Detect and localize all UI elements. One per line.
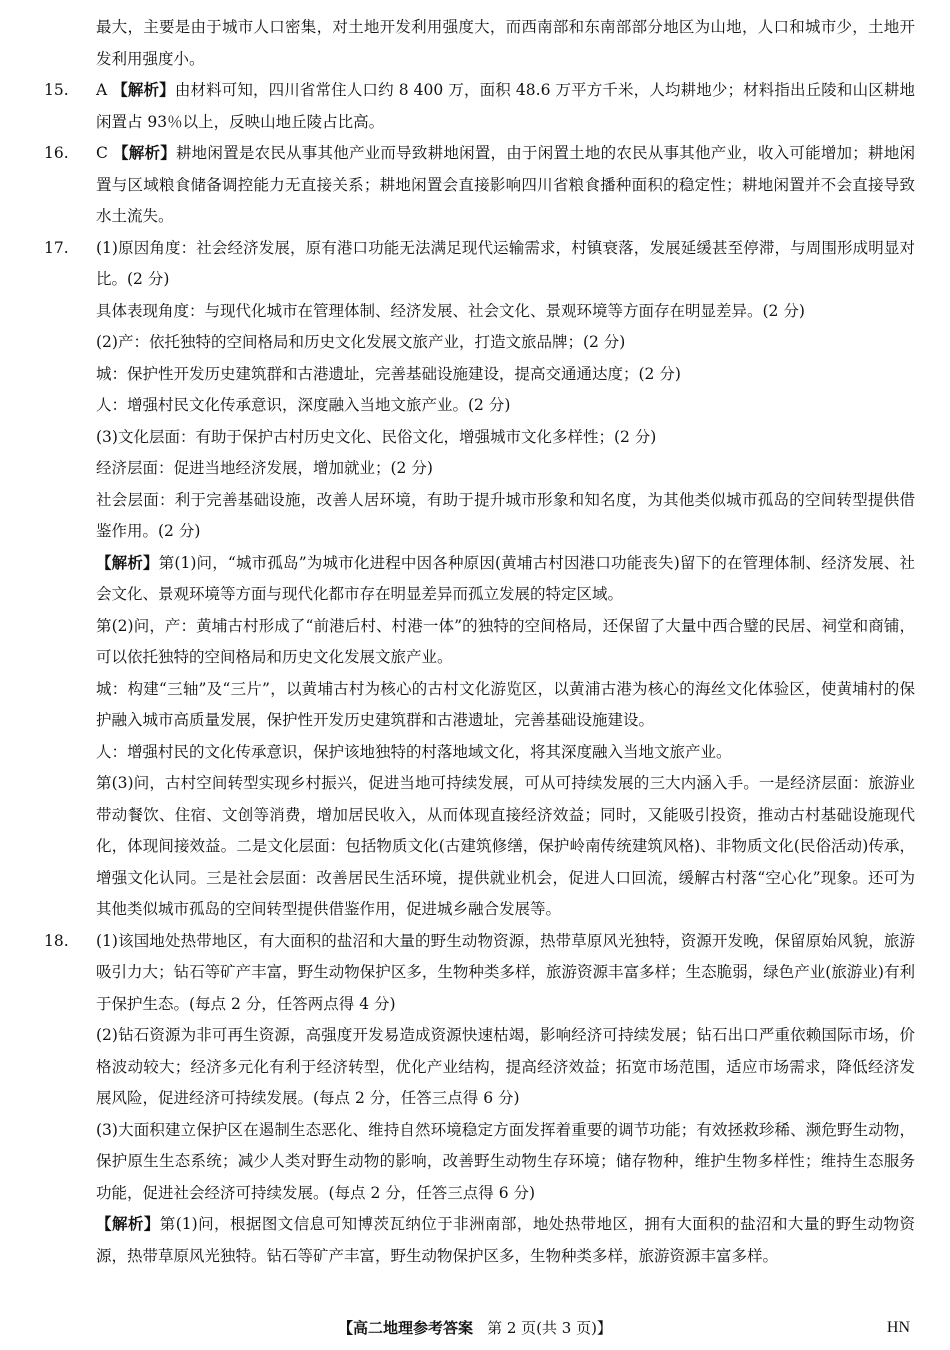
footer-code: HN — [886, 1319, 910, 1336]
answer-paragraph — [70, 12, 915, 75]
answer-paragraph — [70, 485, 915, 548]
answer-choice: C — [96, 144, 108, 162]
paragraph-text: 城：保护性开发历史建筑群和古港遗址，完善基础设施建设，提高交通通达度；(2 分) — [96, 364, 681, 383]
answer-paragraph — [70, 422, 915, 454]
paragraph-text: (1)原因角度：社会经济发展，原有港口功能无法满足现代运输需求，村镇衰落，发展延缓甚至停滞，与周围形成明显对比。(2 分) — [96, 238, 915, 288]
analysis-tag: 【解析】 — [96, 553, 159, 572]
paragraph-text: 第(3)问，古村空间转型实现乡村振兴，促进当地可持续发展，可从可持续发展的三大内涵入手。一是经济层面：旅游业带动餐饮、住宿、文创等消费，增加居民收入，从而体现直接经济效益；同时，又能吸引投资，推动古村基础设施现代化，体现间接效益。二是文化层面：包括物质文化(古建筑修缮，保护岭南传统建筑风格)、非物质文化(民俗活动)传承，增强文化认同。三是社会层面：改善居民生活环境，提供就业机会，促进人口回流，缓解古村落“空心化”现象。还可为其他类似城市孤岛的空间转型提供借鉴作用，促进城乡融合发展等。 — [96, 774, 915, 918]
paragraph-text: 最大，主要是由于城市人口密集，对土地开发利用强度大，而西南部和东南部部分地区为山地，人口和城市少，土地开发利用强度小。 — [96, 18, 915, 68]
question-number: 15. — [44, 81, 69, 99]
answer-paragraph — [70, 1115, 915, 1210]
paragraph-text: 经济层面：促进当地经济发展，增加就业；(2 分) — [96, 459, 433, 477]
answer-paragraph — [70, 1020, 915, 1115]
answer-choice: A — [96, 81, 108, 99]
paragraph-text: 具体表现角度：与现代化城市在管理体制、经济发展、社会文化、景观环境等方面存在明显差异。(2 分) — [96, 301, 805, 320]
answer-paragraph — [70, 453, 915, 485]
paragraph-text: (1)该国地处热带地区，有大面积的盐沼和大量的野生动物资源，热带草原风光独特，资源开发晚，保留原始风貌，旅游吸引力大；钻石等矿产丰富，野生动物保护区多，生物种类多样，旅游资源丰富多样；生态脆弱，绿色产业(旅游业)有利于保护生态。(每点 2 分，任答两点得 4 分) — [96, 931, 915, 1013]
paragraph-text: (2)产：依托独特的空间格局和历史文化发展文旅产业，打造文旅品牌；(2 分) — [96, 333, 626, 351]
page-footer — [0, 1316, 950, 1340]
paragraph-text: 第(1)问，根据图文信息可知博茨瓦纳位于非洲南部，地处热带地区，拥有大面积的盐沼和大量的野生动物资源，热带草原风光独特。钻石等矿产丰富，野生动物保护区多，生物种类多样，旅游资源丰富多样。 — [96, 1215, 915, 1265]
answer-paragraph — [70, 548, 915, 611]
answer-paragraph — [70, 737, 915, 769]
analysis-tag: 【解析】 — [96, 1215, 160, 1233]
answer-paragraph — [44, 926, 915, 1021]
question-number: 16. — [44, 144, 69, 162]
paragraph-text: 城：构建“三轴”及“三片”，以黄埔古村为核心的古村文化游览区，以黄浦古港为核心的海丝文化体验区，使黄埔村的保护融入城市高质量发展，保护性开发历史建筑群和古港遗址，完善基础设施建设。 — [96, 679, 915, 729]
paragraph-text: 耕地闲置是农民从事其他产业而导致耕地闲置，由于闲置土地的农民从事其他产业，收入可能增加；耕地闲置与区域粮食储备调控能力无直接关系；耕地闲置会直接影响四川省粮食播种面积的稳定性；耕地闲置并不会直接导致水土流失。 — [96, 144, 915, 225]
paragraph-text: 人：增强村民文化传承意识，深度融入当地文旅产业。(2 分) — [96, 396, 511, 414]
footer-page-number: 第 2 页(共 3 页)】 — [487, 1319, 612, 1337]
answer-paragraph — [44, 233, 915, 296]
paragraph-text: (2)钻石资源为非可再生资源，高强度开发易造成资源快速枯竭，影响经济可持续发展；钻石出口严重依赖国际市场，价格波动较大；经济多元化有利于经济转型，优化产业结构，提高经济效益；拓宽市场范围，适应市场需求，降低经济发展风险，促进经济可持续发展。(每点 2 分，任答三点得 6 分) — [96, 1026, 915, 1107]
question-number: 18. — [44, 931, 69, 950]
footer-title-block — [0, 1316, 950, 1340]
question-number: 17. — [44, 238, 69, 257]
paragraph-text: 由材料可知，四川省常住人口约 8 400 万，面积 48.6 万平方千米，人均耕地少；材料指出丘陵和山区耕地闲置占 93％以上，反映山地丘陵占比高。 — [96, 81, 915, 131]
paragraph-text: 社会层面：利于完善基础设施，改善人居环境，有助于提升城市形象和知名度，为其他类似城市孤岛的空间转型提供借鉴作用。(2 分) — [96, 490, 915, 540]
footer-title: 【高二地理参考答案 — [338, 1319, 474, 1337]
answer-paragraph — [44, 138, 915, 233]
analysis-tag: 【解析】 — [112, 81, 175, 99]
paragraph-text: 第(2)问，产：黄埔古村形成了“前港后村、村港一体”的独特的空间格局，还保留了大量中西合璧的民居、祠堂和商铺，可以依托独特的空间格局和历史文化发展文旅产业。 — [96, 616, 915, 666]
answer-paragraph — [70, 296, 915, 328]
answer-content — [44, 12, 915, 1272]
analysis-tag: 【解析】 — [113, 144, 176, 162]
answer-paragraph — [44, 75, 915, 138]
paragraph-text: (3)大面积建立保护区在遏制生态恶化、维持自然环境稳定方面发挥着重要的调节功能；有效拯救珍稀、濒危野生动物，保护原生生态系统；减少人类对野生动物的影响，改善野生动物生存环境；储存物种，维护生物多样性；维持生态服务功能，促进社会经济可持续发展。(每点 2 分，任答三点得 6 分) — [96, 1120, 915, 1202]
answer-paragraph — [70, 611, 915, 674]
answer-paragraph — [70, 390, 915, 422]
answer-paragraph — [70, 327, 915, 359]
paragraph-text: 人：增强村民的文化传承意识，保护该地独特的村落地域文化，将其深度融入当地文旅产业。 — [96, 742, 732, 761]
paragraph-text: 第(1)问，“城市孤岛”为城市化进程中因各种原因(黄埔古村因港口功能丧失)留下的在管理体制、经济发展、社会文化、景观环境等方面与现代化都市存在明显差异而孤立发展的特定区域。 — [96, 553, 915, 603]
answer-paragraph — [70, 768, 915, 926]
answer-paragraph — [70, 674, 915, 737]
answer-paragraph — [70, 1209, 915, 1272]
paragraph-text: (3)文化层面：有助于保护古村历史文化、民俗文化，增强城市文化多样性；(2 分) — [96, 427, 657, 446]
answer-paragraph — [70, 359, 915, 391]
